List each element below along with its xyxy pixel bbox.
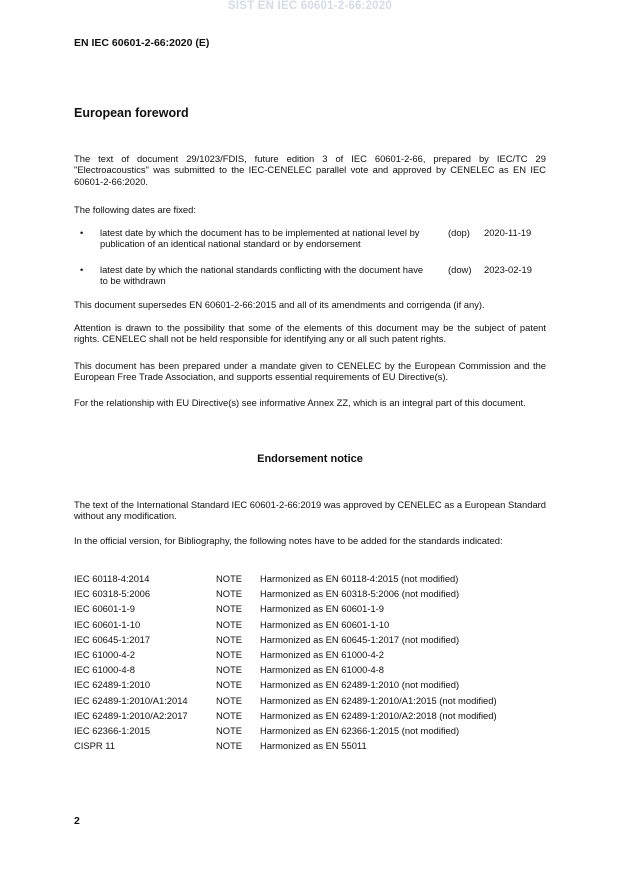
note-label: NOTE	[216, 588, 243, 600]
note-label: NOTE	[216, 603, 243, 615]
note-label: NOTE	[216, 573, 243, 584]
note-label: NOTE	[216, 664, 243, 676]
endorsement-title: Endorsement notice	[257, 453, 363, 465]
note-text: Harmonized as EN 62489-1:2010/A1:2015 (not modified)	[260, 694, 497, 706]
note-standard: IEC 60645-1:2017	[74, 633, 151, 645]
note-standard: IEC 60318-5:2006	[74, 588, 151, 600]
note-label: NOTE	[216, 694, 243, 706]
note-text: Harmonized as EN 60118-4:2015 (not modified)	[260, 573, 459, 584]
foreword-intro: The text of document 29/1023/FDIS, future edition 3 of IEC 60601-2-66, prepared by IEC/TC 29 "Electroacoustics" was submitted to the IEC-CENELEC parallel vote and approved by CENELEC as EN IEC 60601-2-66:2020.	[74, 153, 546, 187]
notes-list	[74, 573, 546, 755]
note-standard: IEC 62489-1:2010/A1:2014	[74, 694, 188, 706]
note-text: Harmonized as EN 60601-1-10	[260, 618, 390, 630]
note-text: Harmonized as EN 55011	[260, 740, 367, 752]
note-standard: IEC 62489-1:2010	[74, 679, 151, 691]
date-item-code: (dow)	[448, 264, 472, 275]
notes-intro: In the official version, for Bibliography, the following notes have to be added for the standards indicated:	[74, 535, 503, 546]
note-standard: IEC 60601-1-9	[74, 603, 135, 615]
note-row	[74, 634, 546, 649]
note-text: Harmonized as EN 60601-1-9	[260, 603, 385, 615]
note-standard: IEC 60118-4:2014	[74, 573, 150, 584]
note-text: Harmonized as EN 60318-5:2006 (not modified)	[260, 588, 460, 600]
bullet-icon: •	[80, 227, 84, 238]
note-label: NOTE	[216, 724, 243, 736]
page-number: 2	[74, 815, 80, 827]
note-standard: IEC 61000-4-2	[74, 648, 135, 660]
note-row	[74, 695, 546, 710]
date-item-date: 2020-11-19	[484, 227, 532, 238]
note-row	[74, 619, 546, 634]
note-row	[74, 679, 546, 694]
date-item-dow	[74, 264, 546, 288]
note-standard: IEC 61000-4-8	[74, 664, 135, 676]
mandate-paragraph: This document has been prepared under a mandate given to CENELEC by the European Commission and the European Free Trade Association, and supports essential requirements of EU Directive(s).	[74, 360, 546, 383]
note-row	[74, 664, 546, 679]
note-standard: CISPR 11	[74, 740, 115, 752]
supersedes-paragraph: This document supersedes EN 60601-2-66:2015 and all of its amendments and corrigenda (if any).	[74, 299, 485, 310]
note-text: Harmonized as EN 62366-1:2015 (not modified)	[260, 724, 460, 736]
note-label: NOTE	[216, 679, 243, 691]
note-text: Harmonized as EN 60645-1:2017 (not modified)	[260, 633, 460, 645]
date-item-code: (dop)	[448, 227, 470, 238]
note-label: NOTE	[216, 633, 243, 645]
date-item-date: 2023-02-19	[484, 264, 532, 275]
note-text: Harmonized as EN 62489-1:2010/A2:2018 (not modified)	[260, 709, 497, 721]
note-text: Harmonized as EN 62489-1:2010 (not modified)	[260, 679, 460, 691]
note-row	[74, 588, 546, 603]
relationship-paragraph: For the relationship with EU Directive(s) see informative Annex ZZ, which is an integral part of this document.	[74, 397, 526, 408]
dates-intro: The following dates are fixed:	[74, 204, 196, 215]
note-text: Harmonized as EN 61000-4-2	[260, 648, 385, 660]
date-item-text: latest date by which the national standards conflicting with the document have to be withdrawn	[100, 264, 424, 287]
note-standard: IEC 62489-1:2010/A2:2017	[74, 709, 188, 721]
note-text: Harmonized as EN 61000-4-8	[260, 664, 385, 676]
endorsement-text: The text of the International Standard IEC 60601-2-66:2019 was approved by CENELEC as a European Standard without any modification.	[74, 499, 546, 522]
note-row	[74, 725, 546, 740]
note-label: NOTE	[216, 740, 243, 752]
watermark: SIST EN IEC 60601-2-66:2020	[228, 0, 392, 12]
document-id: EN IEC 60601-2-66:2020 (E)	[74, 37, 210, 49]
bullet-icon: •	[80, 264, 84, 275]
note-label: NOTE	[216, 618, 243, 630]
date-item-dop	[74, 227, 546, 251]
note-row	[74, 740, 546, 755]
patent-paragraph: Attention is drawn to the possibility that some of the elements of this document may be the subject of patent rights. CENELEC shall not be held responsible for identifying any or all such patent rights.	[74, 322, 546, 345]
note-label: NOTE	[216, 648, 243, 660]
section-title: European foreword	[74, 106, 189, 120]
note-label: NOTE	[216, 709, 243, 721]
note-row	[74, 573, 546, 588]
date-item-text: latest date by which the document has to be implemented at national level by publication of an identical national standard or by endorsement	[100, 227, 420, 250]
note-standard: IEC 62366-1:2015	[74, 724, 151, 736]
note-row	[74, 710, 546, 725]
note-standard: IEC 60601-1-10	[74, 618, 141, 630]
note-row	[74, 603, 546, 618]
note-row	[74, 649, 546, 664]
